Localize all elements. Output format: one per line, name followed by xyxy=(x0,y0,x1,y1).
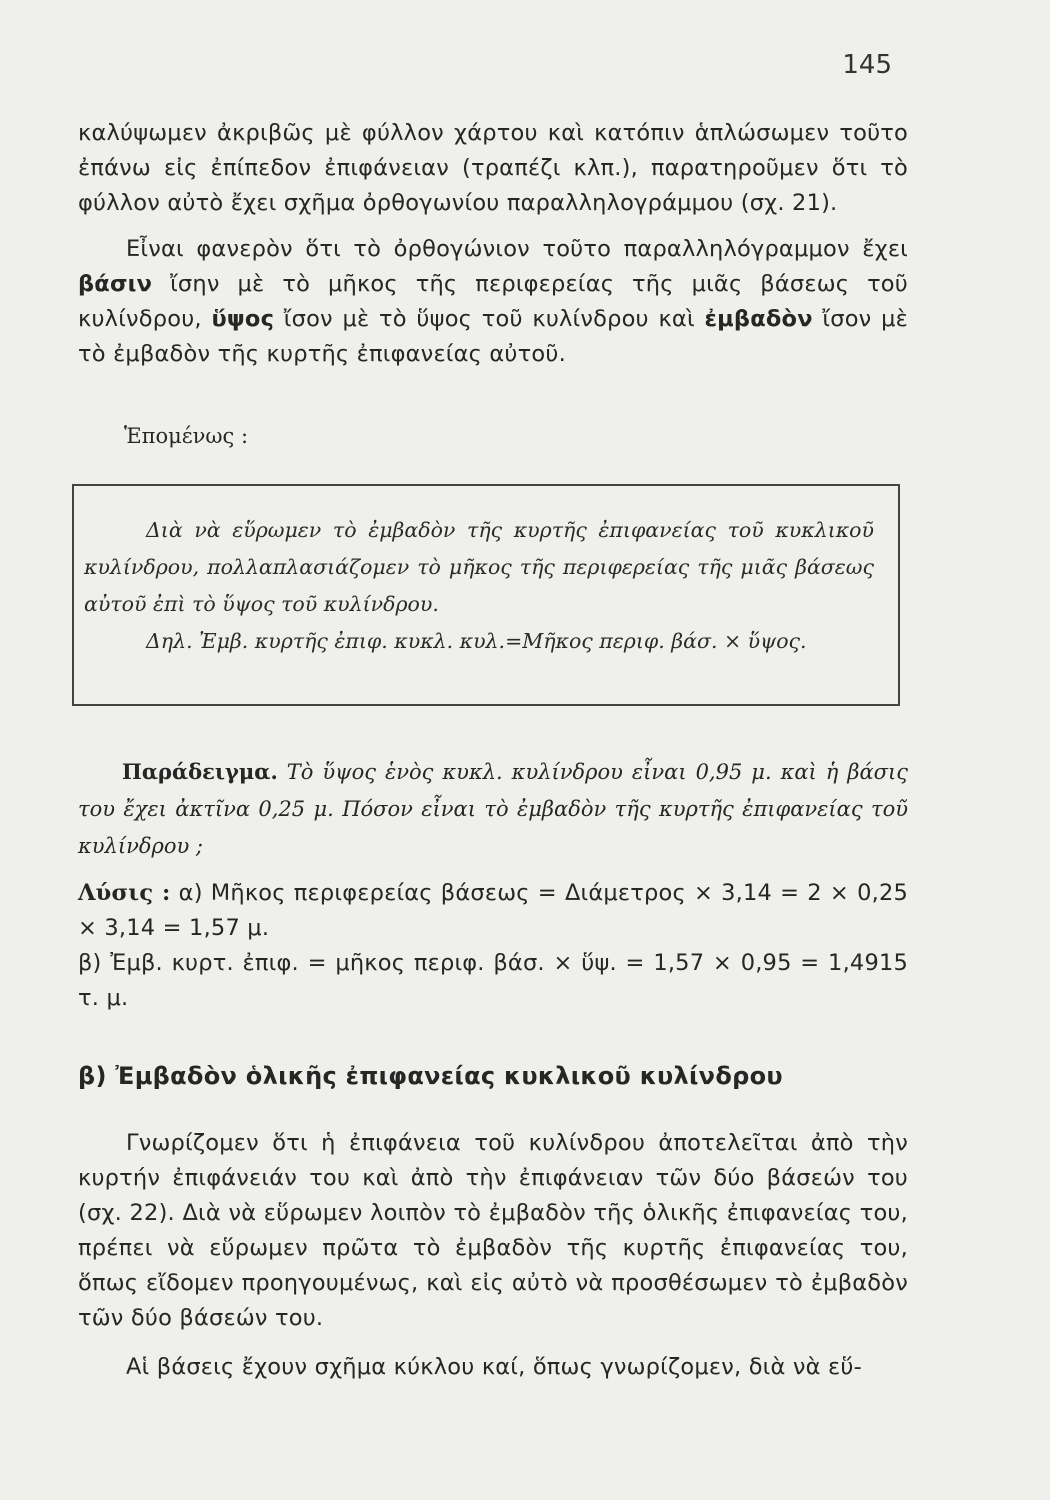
term-base: βάσιν xyxy=(78,271,153,297)
section-heading: β) Ἐμβαδὸν ὁλικῆς ἐπιφανείας κυκλικοῦ κυλίνδρου xyxy=(78,1062,783,1090)
text-segment: ἴσην μὲ τὸ μῆκος τῆς περιφερείας τῆς μιᾶς βάσεως τοῦ κυλίνδρου, xyxy=(78,271,908,332)
example-paragraph xyxy=(78,753,908,865)
intro-paragraph-block xyxy=(78,116,908,221)
solution-part-b: β) Ἐμβ. κυρτ. ἐπιφ. = μῆκος περιφ. βάσ. × ὕψ. = 1,57 × 0,95 = 1,4915 τ. μ. xyxy=(78,950,908,1011)
explanation-paragraph xyxy=(78,232,908,372)
section-paragraph-1: Γνωρίζομεν ὅτι ἡ ἐπιφάνεια τοῦ κυλίνδρου ἀποτελεῖται ἀπὸ τὴν κυρτήν ἐπιφάνειάν του καὶ ἀπὸ τὴν ἐπιφάνειαν τῶν δύο βάσεών του (σχ. 22). Διὰ νὰ εὕρωμεν λοιπὸν τὸ ἐμβαδὸν τῆς ὁλικῆς ἐπιφανείας του, πρέπει νὰ εὕρωμεν πρῶτα τὸ ἐμβαδὸν τῆς κυρτῆς ἐπιφανείας του, ὅπως εἴδομεν προηγουμένως, καὶ εἰς αὐτὸ νὰ προσθέσωμεν τὸ ἐμβαδὸν τῶν δύο βάσεών του. xyxy=(78,1130,908,1331)
text-segment: ἴσον μὲ τὸ ὕψος τοῦ κυλίνδρου καὶ xyxy=(274,306,705,332)
text-segment: Εἶναι φανερὸν ὅτι τὸ ὀρθογώνιον τοῦτο παραλληλόγραμμον ἔχει xyxy=(126,236,908,262)
rule-box xyxy=(72,484,900,706)
solution-a-text: α) Μῆκος περιφερείας βάσεως = Διάμετρος × 3,14 = 2 × 0,25 × 3,14 = 1,57 μ. xyxy=(78,880,908,941)
solution-label: Λύσις : xyxy=(78,880,171,906)
rule-text: Διὰ νὰ εὕρωμεν τὸ ἐμβαδὸν τῆς κυρτῆς ἐπιφανείας τοῦ κυκλικοῦ κυλίνδρου, πολλαπλασιάζομεν τὸ μῆκος τῆς περιφερείας τῆς μιᾶς βάσεως αὐτοῦ ἐπὶ τὸ ὕψος τοῦ κυλίνδρου. xyxy=(84,518,874,616)
solution-block xyxy=(78,876,908,1016)
example-block xyxy=(78,753,908,865)
example-text: Τὸ ὕψος ἑνὸς κυκλ. κυλίνδρου εἶναι 0,95 μ. καὶ ἡ βάσις του ἔχει ἀκτῖνα 0,25 μ. Πόσον εἶναι τὸ ἐμβαδὸν τῆς κυρτῆς ἐπιφανείας τοῦ κυλίνδρου ; xyxy=(78,760,908,858)
term-area: ἐμβαδὸν xyxy=(704,306,813,332)
text-segment: ἴσον μὲ τὸ ἐμβαδὸν τῆς κυρτῆς ἐπιφανείας αὐτοῦ. xyxy=(78,306,908,367)
rule-formula: Δηλ. Ἐμβ. κυρτῆς ἐπιφ. κυκλ. κυλ.=Μῆκος περιφ. βάσ. × ὕψος. xyxy=(146,629,807,653)
term-height: ὕψος xyxy=(211,306,275,332)
solution-part-a xyxy=(78,876,908,946)
consequently-block xyxy=(124,424,954,448)
consequently-label: Ἑπομένως : xyxy=(124,424,249,448)
explanation-paragraph-block xyxy=(78,232,908,372)
paragraph-continuation: καλύψωμεν ἀκριβῶς μὲ φύλλον χάρτου καὶ κατόπιν ἁπλώσωμεν τοῦτο ἐπάνω εἰς ἐπίπεδον ἐπιφάνειαν (τραπέζι κλπ.), παρατηροῦμεν ὅτι τὸ φύλλον αὐτὸ ἔχει σχῆμα ὀρθογωνίου παραλληλογράμμου (σχ. 21). xyxy=(78,120,908,216)
section-paragraph-2: Αἱ βάσεις ἔχουν σχῆμα κύκλου καί, ὅπως γνωρίζομεν, διὰ νὰ εὕ- xyxy=(126,1354,862,1380)
page-number: 145 xyxy=(842,50,892,80)
section-body xyxy=(78,1126,908,1385)
example-label: Παράδειγμα. xyxy=(122,759,278,784)
